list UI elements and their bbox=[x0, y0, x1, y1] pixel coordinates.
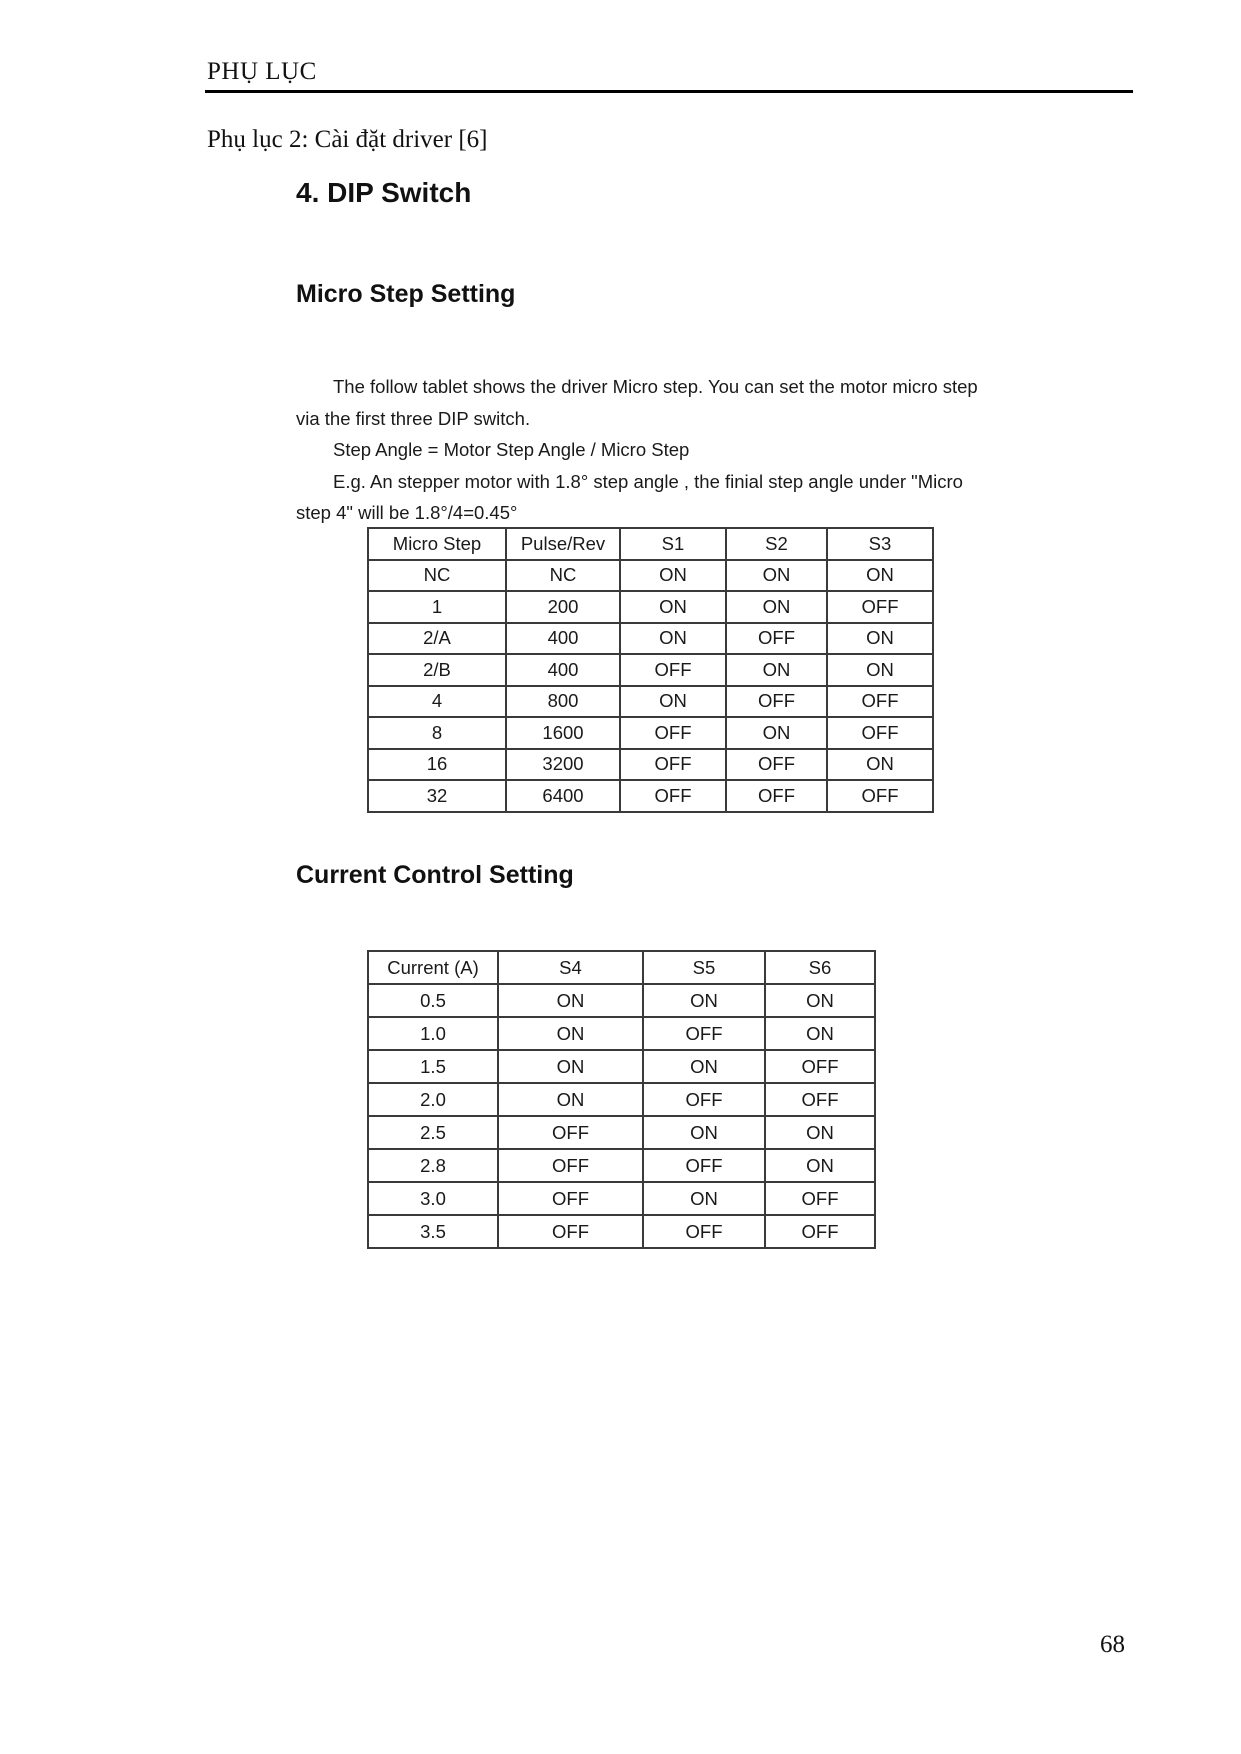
table-cell: ON bbox=[765, 1017, 875, 1050]
table-cell: OFF bbox=[620, 654, 726, 686]
current-control-table bbox=[367, 950, 876, 1249]
table-cell: ON bbox=[643, 1116, 765, 1149]
column-header: S2 bbox=[726, 528, 827, 560]
table-cell: 2/B bbox=[368, 654, 506, 686]
table-row bbox=[368, 1050, 875, 1083]
table-row bbox=[368, 623, 933, 655]
table-cell: OFF bbox=[643, 1215, 765, 1248]
table-cell: OFF bbox=[827, 717, 933, 749]
table-cell: ON bbox=[643, 1050, 765, 1083]
table-cell: ON bbox=[643, 984, 765, 1017]
table-row bbox=[368, 1083, 875, 1116]
table-cell: 4 bbox=[368, 686, 506, 718]
current-control-heading: Current Control Setting bbox=[296, 861, 574, 889]
table-cell: ON bbox=[498, 1083, 643, 1116]
table-cell: ON bbox=[726, 717, 827, 749]
table-cell: 2.8 bbox=[368, 1149, 498, 1182]
table-cell: OFF bbox=[726, 780, 827, 812]
column-header: S4 bbox=[498, 951, 643, 984]
table-cell: 3.5 bbox=[368, 1215, 498, 1248]
table-cell: 1.0 bbox=[368, 1017, 498, 1050]
table-cell: OFF bbox=[620, 717, 726, 749]
table-cell: 400 bbox=[506, 654, 620, 686]
table-cell: ON bbox=[765, 1116, 875, 1149]
column-header: S1 bbox=[620, 528, 726, 560]
table-row bbox=[368, 1017, 875, 1050]
table-cell: 32 bbox=[368, 780, 506, 812]
table-cell: ON bbox=[827, 749, 933, 781]
table-row bbox=[368, 654, 933, 686]
table-row bbox=[368, 1182, 875, 1215]
table-row bbox=[368, 591, 933, 623]
column-header: Micro Step bbox=[368, 528, 506, 560]
table-cell: 200 bbox=[506, 591, 620, 623]
column-header: Current (A) bbox=[368, 951, 498, 984]
table-cell: OFF bbox=[827, 591, 933, 623]
table-row bbox=[368, 780, 933, 812]
table-cell: 800 bbox=[506, 686, 620, 718]
micro-step-table bbox=[367, 527, 934, 813]
table-cell: 400 bbox=[506, 623, 620, 655]
table-cell: ON bbox=[620, 686, 726, 718]
table-cell: OFF bbox=[643, 1149, 765, 1182]
table-cell: ON bbox=[726, 591, 827, 623]
table-row bbox=[368, 749, 933, 781]
table-cell: 1.5 bbox=[368, 1050, 498, 1083]
table-row bbox=[368, 717, 933, 749]
example-line: step 4" will be 1.8°/4=0.45° bbox=[296, 502, 518, 523]
table-row bbox=[368, 1215, 875, 1248]
column-header: S5 bbox=[643, 951, 765, 984]
formula-line: Step Angle = Motor Step Angle / Micro Step bbox=[333, 439, 690, 460]
table-row bbox=[368, 1116, 875, 1149]
table-cell: NC bbox=[506, 560, 620, 592]
table-cell: ON bbox=[726, 654, 827, 686]
table-cell: OFF bbox=[498, 1215, 643, 1248]
table-cell: OFF bbox=[498, 1182, 643, 1215]
section-heading: 4. DIP Switch bbox=[296, 177, 472, 208]
micro-step-heading: Micro Step Setting bbox=[296, 280, 516, 308]
column-header: Pulse/Rev bbox=[506, 528, 620, 560]
table-cell: ON bbox=[765, 1149, 875, 1182]
table-cell: 0.5 bbox=[368, 984, 498, 1017]
table-cell: OFF bbox=[765, 1215, 875, 1248]
table-cell: ON bbox=[643, 1182, 765, 1215]
table-cell: OFF bbox=[726, 686, 827, 718]
appendix-caption: Phụ lục 2: Cài đặt driver [6] bbox=[207, 126, 488, 153]
table-cell: OFF bbox=[726, 623, 827, 655]
table-cell: 2.0 bbox=[368, 1083, 498, 1116]
table-cell: OFF bbox=[827, 780, 933, 812]
table-cell: OFF bbox=[620, 780, 726, 812]
table-cell: OFF bbox=[498, 1149, 643, 1182]
table-header-row bbox=[368, 528, 933, 560]
column-header: S6 bbox=[765, 951, 875, 984]
table-cell: 3200 bbox=[506, 749, 620, 781]
table-cell: 1600 bbox=[506, 717, 620, 749]
table-cell: ON bbox=[498, 984, 643, 1017]
table-cell: ON bbox=[620, 623, 726, 655]
table-cell: OFF bbox=[643, 1017, 765, 1050]
header-divider bbox=[205, 90, 1133, 93]
table-cell: ON bbox=[498, 1017, 643, 1050]
micro-step-description bbox=[296, 371, 1076, 529]
table-cell: ON bbox=[620, 560, 726, 592]
table-cell: 2/A bbox=[368, 623, 506, 655]
table-header-row bbox=[368, 951, 875, 984]
table-row bbox=[368, 1149, 875, 1182]
table-row bbox=[368, 686, 933, 718]
table-cell: ON bbox=[726, 560, 827, 592]
example-line: E.g. An stepper motor with 1.8° step angle , the finial step angle under "Micro bbox=[333, 470, 963, 492]
table-cell: 6400 bbox=[506, 780, 620, 812]
table-cell: NC bbox=[368, 560, 506, 592]
table-cell: 1 bbox=[368, 591, 506, 623]
table-cell: OFF bbox=[765, 1182, 875, 1215]
table-row bbox=[368, 560, 933, 592]
table-cell: 8 bbox=[368, 717, 506, 749]
table-cell: ON bbox=[620, 591, 726, 623]
table-cell: ON bbox=[498, 1050, 643, 1083]
running-header-title: PHỤ LỤC bbox=[207, 58, 317, 85]
table-cell: OFF bbox=[726, 749, 827, 781]
description-line: via the first three DIP switch. bbox=[296, 407, 531, 429]
table-cell: ON bbox=[827, 560, 933, 592]
table-cell: OFF bbox=[498, 1116, 643, 1149]
table-cell: ON bbox=[827, 623, 933, 655]
table-cell: OFF bbox=[620, 749, 726, 781]
table-cell: OFF bbox=[765, 1050, 875, 1083]
table-cell: ON bbox=[827, 654, 933, 686]
table-cell: 16 bbox=[368, 749, 506, 781]
table-cell: 2.5 bbox=[368, 1116, 498, 1149]
page-number: 68 bbox=[1100, 1631, 1125, 1658]
table-cell: 3.0 bbox=[368, 1182, 498, 1215]
column-header: S3 bbox=[827, 528, 933, 560]
table-cell: OFF bbox=[643, 1083, 765, 1116]
table-cell: OFF bbox=[827, 686, 933, 718]
description-line: The follow tablet shows the driver Micro step. You can set the motor micro step bbox=[333, 376, 978, 397]
table-cell: ON bbox=[765, 984, 875, 1017]
table-cell: OFF bbox=[765, 1083, 875, 1116]
table-row bbox=[368, 984, 875, 1017]
